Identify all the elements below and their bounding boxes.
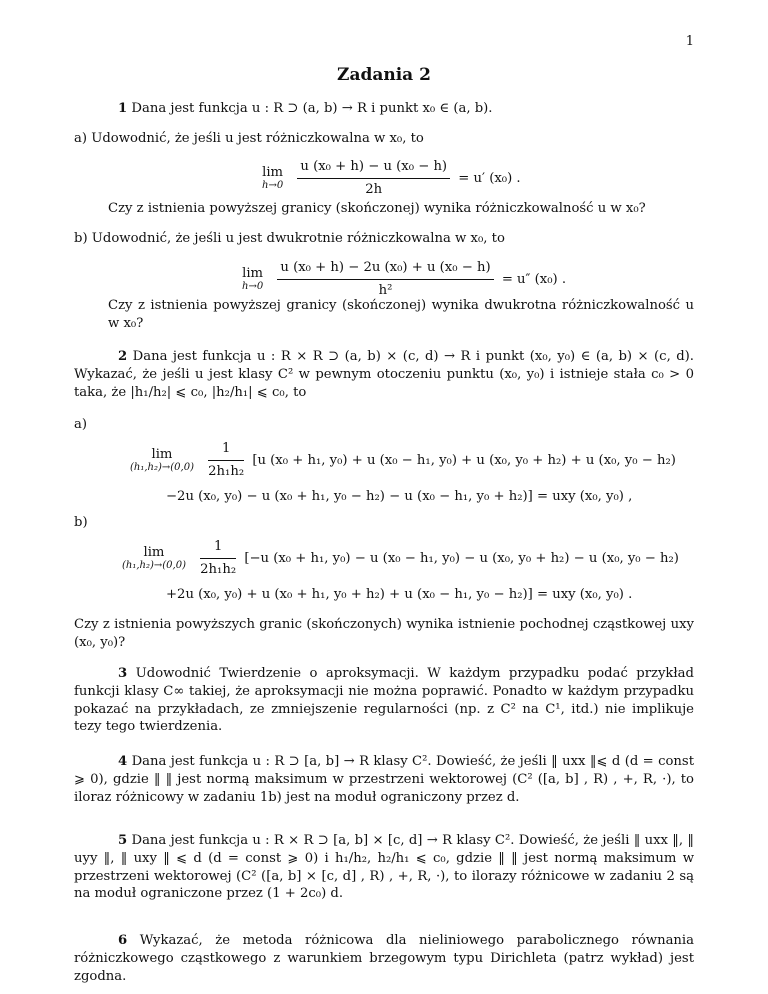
fraction: [277, 259, 493, 300]
problem-4-number: 4: [118, 754, 128, 769]
fraction-numerator: u (x₀ + h) − 2u (x₀) + u (x₀ − h): [277, 259, 493, 280]
problem-4: [74, 753, 694, 806]
fraction-denominator: h²: [378, 282, 393, 298]
problem-2a-equation-line1: [130, 440, 676, 481]
problem-1a-statement: Udowodnić, że jeśli u jest różniczkowalna w x₀, to: [91, 131, 424, 146]
problem-2a-equation-line2: −2u (x₀, y₀) − u (x₀ + h₁, y₀ − h₂) − u (x₀ − h₁, y₀ + h₂)] = uxy (x₀, y₀) ,: [166, 489, 633, 504]
problem-1-intro: [74, 100, 694, 118]
problem-2a-label: a): [74, 417, 88, 432]
problem-1a-text: [74, 130, 694, 148]
fraction-denominator: 2h: [365, 181, 383, 197]
problem-6: [74, 932, 694, 985]
lim-subscript: (h₁,h₂)→(0,0): [122, 560, 186, 572]
problem-2-intro-text: Dana jest funkcja u : R × R ⊃ (a, b) × (c, d) → R i punkt (x₀, y₀) ∈ (a, b) × (c, d). Wykazać, że jeśli u jest klasy C² w pewnym otoczeniu punktu (x₀, y₀) i istnieje stała c₀ > 0 taka, że |h₁/h₂| ⩽ c₀, |h₂/h₁| ⩽ c₀, to: [74, 349, 694, 400]
lim-subscript: h→0: [242, 281, 264, 293]
lim-subscript: h→0: [262, 180, 284, 192]
problem-6-text: Wykazać, że metoda różnicowa dla nieliniowego parabolicznego równania różniczkowego cząstkowego z warunkiem brzegowym typu Dirichleta (patrz wykład) jest zgodna.: [74, 933, 695, 984]
problem-5-text: Dana jest funkcja u : R × R ⊃ [a, b] × [c, d] → R klasy C². Dowieść, że jeśli ‖ uxx ‖, ‖ uyy ‖, ‖ uxy ‖ ⩽ d (d = const ⩾ 0) i h₁/h₂, h₂/h₁ ⩽ c₀, gdzie ‖ ‖ jest normą maksimum w przestrzeni wektorowej (C² ([a, b] × [c, d] , R) , +, R, ·), to ilorazy różnicowe w zadaniu 2 są na moduł ograniczone przez (1 + 2c₀) d.: [74, 833, 694, 902]
equation-rhs: = u′ (x₀) .: [458, 170, 521, 186]
problem-2b-equation-line2: +2u (x₀, y₀) + u (x₀ + h₁, y₀ + h₂) + u (x₀ − h₁, y₀ − h₂)] = uxy (x₀, y₀) .: [166, 587, 633, 602]
lim-text: lim: [262, 164, 284, 180]
problem-2-intro: [74, 348, 694, 401]
problem-2b-label: b): [74, 515, 88, 530]
problem-1a-question: Czy z istnienia powyższej granicy (skończonej) wynika różniczkowalność u w x₀?: [108, 201, 646, 216]
page-number: 1: [685, 34, 694, 49]
problem-1b-label: b): [74, 231, 88, 246]
problem-1b-statement: Udowodnić, że jeśli u jest dwukrotnie różniczkowalna w x₀, to: [91, 231, 505, 246]
fraction: [297, 158, 450, 199]
fraction-numerator: u (x₀ + h) − u (x₀ − h): [297, 158, 450, 179]
problem-1b-question: Czy z istnienia powyższej granicy (skończonej) wynika dwukrotna różniczkowalność u w x₀?: [108, 298, 694, 331]
limit-operator: [262, 164, 283, 193]
equation-rhs: = u″ (x₀) .: [501, 271, 567, 287]
equation-bracket-start: [−u (x₀ + h₁, y₀) − u (x₀ − h₁, y₀) − u (x₀, y₀ + h₂) − u (x₀, y₀ − h₂): [244, 550, 679, 566]
problem-2-number: 2: [118, 349, 128, 364]
fraction-denominator: 2h₁h₂: [200, 561, 237, 577]
problem-1a-equation: [262, 158, 521, 199]
problem-2-question: Czy z istnienia powyższych granic (skończonych) wynika istnienie pochodnej cząstkowej uxy (x₀, y₀)?: [74, 617, 694, 650]
fraction-denominator: 2h₁h₂: [208, 463, 245, 479]
problem-4-text: Dana jest funkcja u : R ⊃ [a, b] → R klasy C². Dowieść, że jeśli ‖ uxx ‖⩽ d (d = const ⩾ 0), gdzie ‖ ‖ jest normą maksimum w przestrzeni wektorowej (C² ([a, b] , R) , +, R, ·), to iloraz różnicowy w zadaniu 1b) jest na moduł ograniczony przez d.: [74, 754, 694, 805]
lim-subscript: (h₁,h₂)→(0,0): [130, 462, 194, 474]
problem-2b-equation-line1: [122, 538, 679, 579]
problem-3-number: 3: [118, 666, 128, 681]
lim-text: lim: [242, 265, 264, 281]
fraction: [200, 538, 236, 579]
problem-1b-text: [74, 230, 694, 248]
equation-bracket-start: [u (x₀ + h₁, y₀) + u (x₀ − h₁, y₀) + u (x₀, y₀ + h₂) + u (x₀, y₀ − h₂): [252, 452, 676, 468]
fraction: [208, 440, 244, 481]
problem-1-intro-text: Dana jest funkcja u : R ⊃ (a, b) → R i punkt x₀ ∈ (a, b).: [131, 101, 493, 116]
problem-6-number: 6: [118, 933, 128, 948]
fraction-numerator: 1: [208, 440, 244, 461]
problem-1a-label: a): [74, 131, 88, 146]
problem-3: [74, 665, 694, 736]
problem-1b-equation: [242, 259, 566, 300]
lim-text: lim: [143, 544, 165, 560]
fraction-numerator: 1: [200, 538, 236, 559]
problem-5-number: 5: [118, 833, 128, 848]
limit-operator: [130, 446, 194, 475]
problem-5: [74, 832, 694, 903]
problem-1-number: 1: [118, 101, 128, 116]
page-title: Zadania 2: [337, 65, 431, 85]
problem-3-text: Udowodnić Twierdzenie o aproksymacji. W każdym przypadku podać przykład funkcji klasy C∞ takiej, że aproksymacji nie można poprawić. Ponadto w każdym przypadku pokazać na przykładach, ze zmniejszenie regularności (np. z C² na C¹, itd.) nie implikuje tezy tego twierdzenia.: [74, 666, 694, 735]
limit-operator: [122, 544, 186, 573]
lim-text: lim: [151, 446, 173, 462]
limit-operator: [242, 265, 263, 294]
